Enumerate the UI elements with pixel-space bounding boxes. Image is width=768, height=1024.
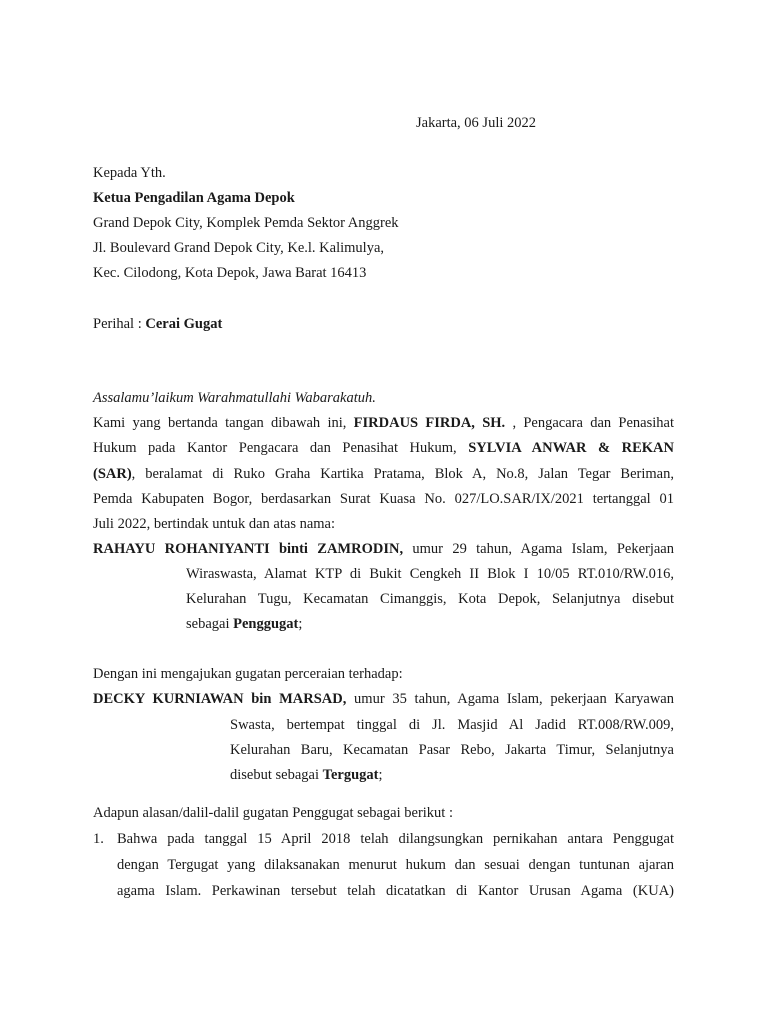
intro-line: Juli 2022, bertindak untuk dan atas nama:	[93, 516, 336, 532]
list-item-number: 1.	[93, 831, 104, 847]
defendant-line: Kelurahan Baru, Kecamatan Pasar Rebo, Jakarta Timur, Selanjutnya	[230, 742, 674, 758]
intro-line: Kami yang bertanda tangan dibawah ini, FIRDAUS FIRDA, SH. , Pengacara dan Penasihat	[93, 415, 674, 431]
recipient-name: Ketua Pengadilan Agama Depok	[93, 190, 295, 206]
intro-line: Pemda Kabupaten Bogor, berdasarkan Surat Kuasa No. 027/LO.SAR/IX/2021 tertanggal 01	[93, 491, 674, 507]
plaintiff-line: Kelurahan Tugu, Kecamatan Cimanggis, Kota Depok, Selanjutnya disebut	[186, 591, 674, 607]
recipient-salutation: Kepada Yth.	[93, 165, 166, 181]
defendant-line: DECKY KURNIAWAN bin MARSAD, umur 35 tahun, Agama Islam, pekerjaan Karyawan	[93, 691, 674, 707]
subject-line: Perihal : Cerai Gugat	[93, 316, 223, 332]
plaintiff-line: Wiraswasta, Alamat KTP di Bukit Cengkeh II Blok I 10/05 RT.010/RW.016,	[186, 566, 674, 582]
date-line: Jakarta, 06 Juli 2022	[416, 115, 537, 131]
list-item-line: dengan Tergugat yang dilaksanakan menurut hukum dan sesuai dengan tuntunan ajaran	[117, 857, 674, 873]
recipient-address-line: Grand Depok City, Komplek Pemda Sektor Anggrek	[93, 215, 399, 231]
recipient-address-line: Jl. Boulevard Grand Depok City, Ke.l. Kalimulya,	[93, 240, 385, 256]
reasons-intro: Adapun alasan/dalil-dalil gugatan Penggugat sebagai berikut :	[93, 805, 453, 821]
plaintiff-line: sebagai Penggugat;	[186, 616, 303, 632]
list-item-line: Bahwa pada tanggal 15 April 2018 telah dilangsungkan pernikahan antara Penggugat	[117, 831, 674, 847]
intro-line: Hukum pada Kantor Pengacara dan Penasihat Hukum, SYLVIA ANWAR & REKAN	[93, 440, 674, 456]
recipient-address-line: Kec. Cilodong, Kota Depok, Jawa Barat 16413	[93, 265, 367, 281]
against-line: Dengan ini mengajukan gugatan perceraian terhadap:	[93, 666, 403, 682]
list-item-line: agama Islam. Perkawinan tersebut telah dicatatkan di Kantor Urusan Agama (KUA)	[117, 883, 674, 899]
plaintiff-line: RAHAYU ROHANIYANTI binti ZAMRODIN, umur 29 tahun, Agama Islam, Pekerjaan	[93, 541, 674, 557]
greeting: Assalamu’laikum Warahmatullahi Wabarakatuh.	[93, 390, 376, 406]
defendant-line: disebut sebagai Tergugat;	[230, 767, 383, 783]
defendant-line: Swasta, bertempat tinggal di Jl. Masjid Al Jadid RT.008/RW.009,	[230, 717, 674, 733]
intro-line: (SAR), beralamat di Ruko Graha Kartika Pratama, Blok A, No.8, Jalan Tegar Beriman,	[93, 466, 674, 482]
